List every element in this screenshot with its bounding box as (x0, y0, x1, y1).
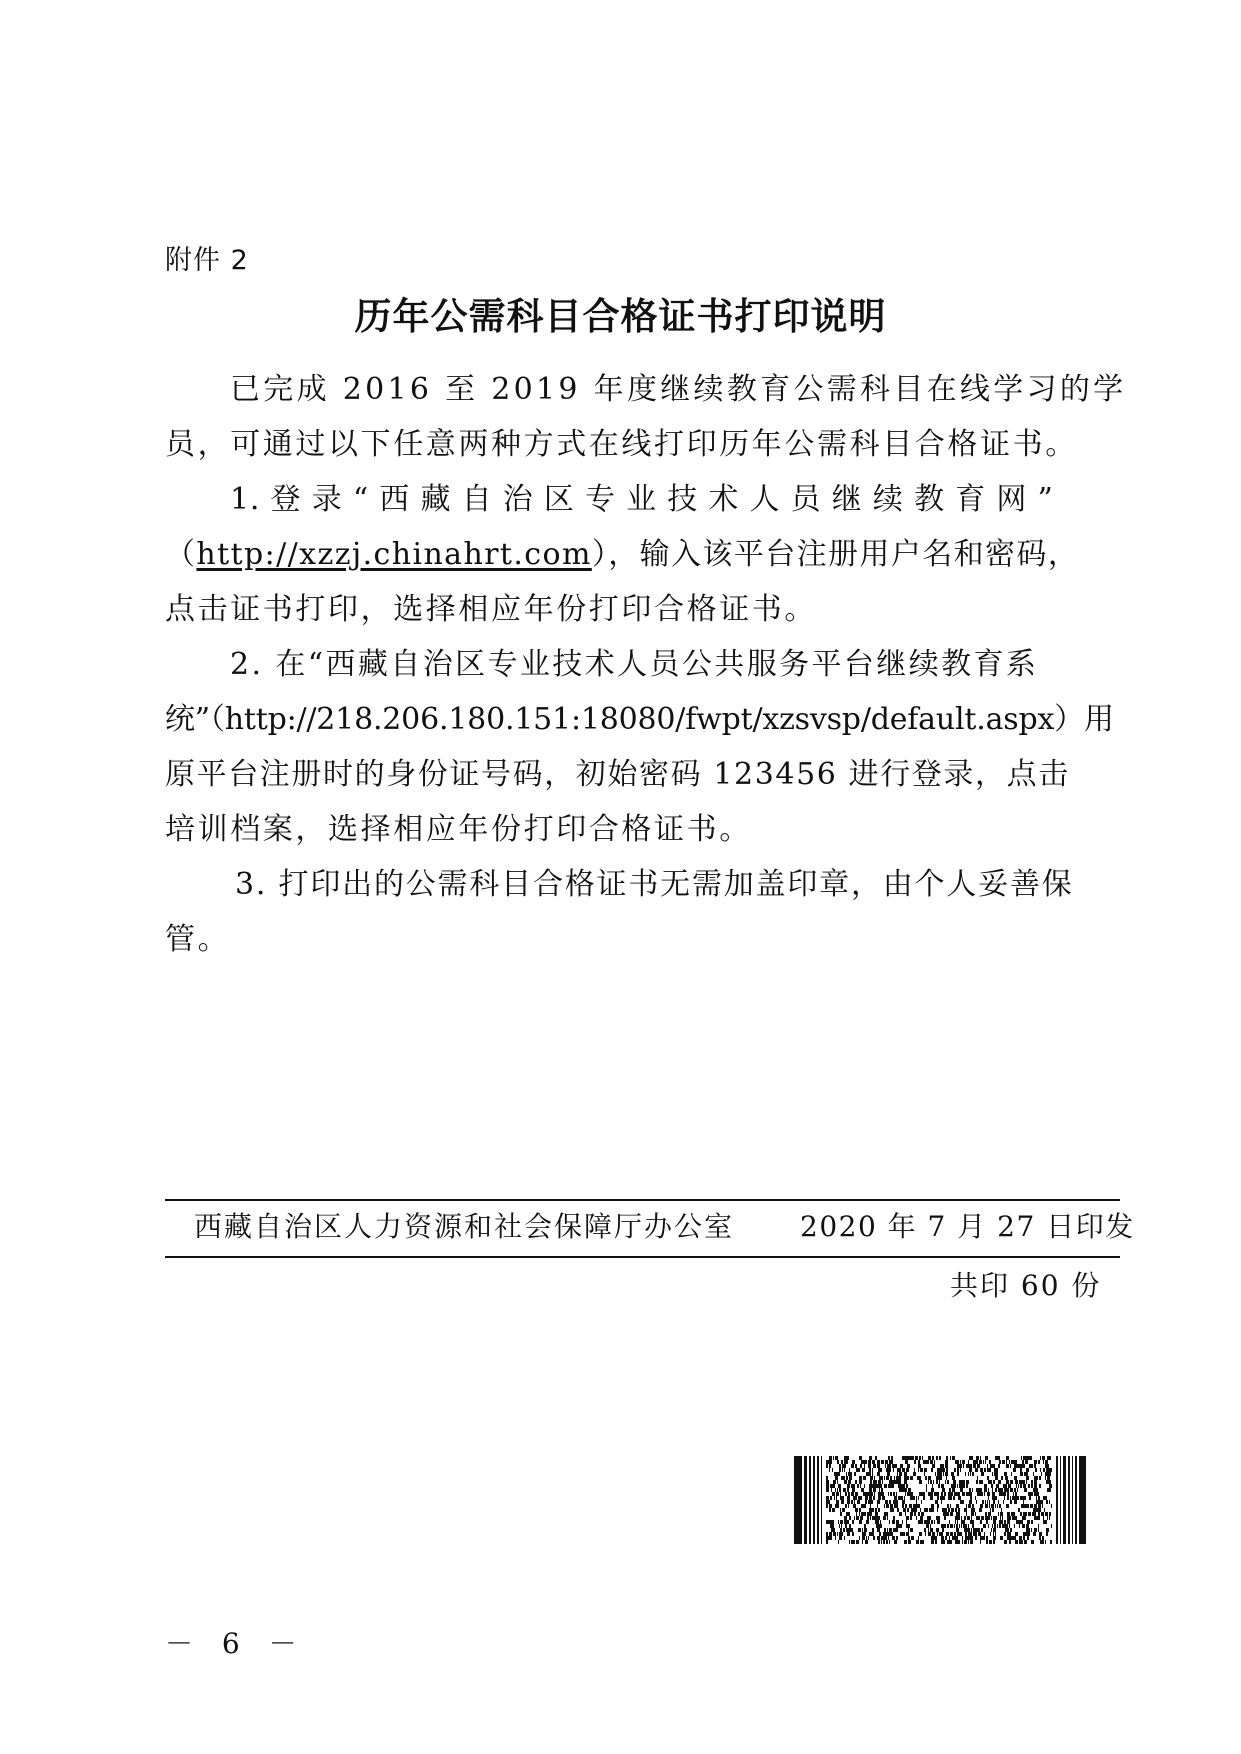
body-line-4 (165, 537, 1080, 572)
issuer-text: 西藏自治区人力资源和社会保障厅办公室 (194, 1210, 735, 1243)
document-title: 历年公需科目合格证书打印说明 (354, 294, 887, 338)
footer-top-rule (165, 1199, 1120, 1201)
url-open-paren: （ (165, 537, 197, 572)
body-line-3: 1. 登 录 “ 西 藏 自 治 区 专 业 技 术 人 员 继 续 教 育 网 ” (230, 482, 1054, 517)
copies-count: 共印 60 份 (950, 1269, 1102, 1302)
body-line-11: 管。 (165, 922, 231, 957)
url-line-rest: ），输入该平台注册用户名和密码， (591, 537, 1080, 572)
body-line-8: 原平台注册时的身份证号码，初始密码 123456 进行登录，点击 (165, 757, 1070, 792)
issue-date: 2020 年 7 月 27 日印发 (800, 1210, 1135, 1243)
body-line-1: 已完成 2016 至 2019 年度继续教育公需科目在线学习的学 (230, 372, 1127, 407)
body-line-9: 培训档案，选择相应年份打印合格证书。 (165, 812, 752, 847)
body-line-5: 点击证书打印，选择相应年份打印合格证书。 (165, 592, 817, 627)
page-number: － 6 － (165, 1627, 307, 1660)
barcode-image (794, 1456, 1086, 1544)
body-line-10: 3. 打印出的公需科目合格证书无需加盖印章，由个人妥善保 (235, 867, 1074, 902)
body-line-6: 2. 在“西藏自治区专业技术人员公共服务平台继续教育系 (230, 647, 1039, 682)
body-line-7: 统”（http://218.206.180.151:18080/fwpt/xzsvsp/default.aspx）用 (165, 702, 1114, 737)
attachment-label: 附件 2 (165, 245, 249, 276)
chinahrt-link[interactable]: http://xzzj.chinahrt.com (196, 537, 592, 572)
body-line-2: 员，可通过以下任意两种方式在线打印历年公需科目合格证书。 (165, 427, 1078, 462)
footer-bottom-rule (165, 1256, 1120, 1258)
